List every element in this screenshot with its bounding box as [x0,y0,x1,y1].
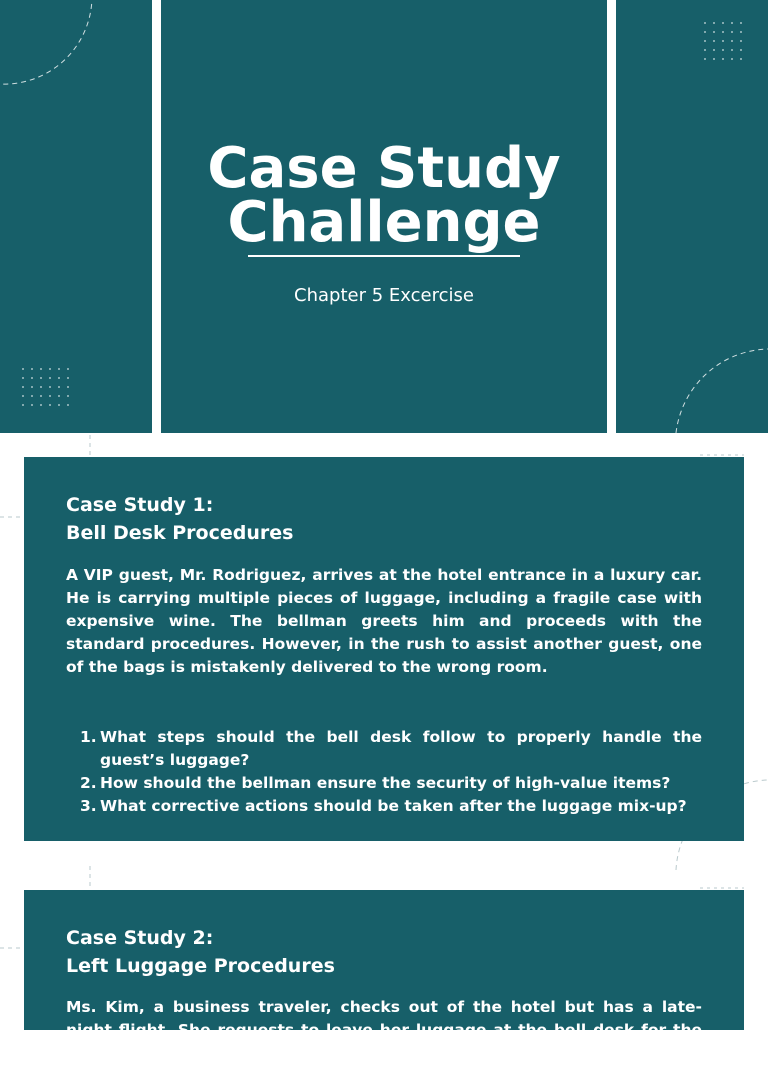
case-study-2-title: Left Luggage Procedures [66,955,335,977]
decor-dot [40,377,42,379]
decor-dot [67,395,69,397]
decor-dot [40,404,42,406]
decor-dot [22,377,24,379]
decor-dot [49,404,51,406]
decor-dot [40,395,42,397]
decor-dot [22,404,24,406]
case-study-1-title: Bell Desk Procedures [66,522,294,544]
question-item [66,795,702,818]
decor-dot [49,377,51,379]
decor-dot [67,404,69,406]
right-side-panel [616,0,768,433]
question-text: How should the bellman ensure the security of high-value items? [100,774,671,792]
decor-dot [22,386,24,388]
question-item [66,726,702,772]
decor-dot [31,404,33,406]
decor-dot [22,395,24,397]
slide-subtitle: Chapter 5 Excercise [294,285,474,306]
question-item [66,772,702,795]
dot-grid-decoration [20,366,80,416]
decor-dot [67,386,69,388]
case-study-1-card [24,457,744,841]
question-number: 3. [80,797,97,815]
left-side-panel [0,0,152,433]
case-study-1-questions [66,726,702,818]
decor-dot [67,377,69,379]
title-slide [0,0,768,433]
decor-dot [58,404,60,406]
slide-title-line2: Challenge [227,190,541,255]
decor-dot [31,368,33,370]
decor-dot [58,395,60,397]
title-panel [161,0,607,433]
decor-dot [40,368,42,370]
case-study-2-label: Case Study 2: [66,927,214,949]
case-study-2-card [24,890,744,1062]
decor-dot [49,368,51,370]
question-text: What corrective actions should be taken after the luggage mix-up? [100,797,687,815]
decor-dot [40,386,42,388]
title-underline [248,255,520,257]
decor-dot [58,368,60,370]
slide-title-line1: Case Study [207,136,561,201]
decor-dot [22,368,24,370]
decor-dot [58,386,60,388]
decor-dot [58,377,60,379]
decor-dot [67,368,69,370]
case-study-1-scenario: A VIP guest, Mr. Rodriguez, arrives at the hotel entrance in a luxury car. He is carrying multiple pieces of luggage, including a fragile case with expensive wine. The bellman greets him and proceeds with the standard procedures. However, in the rush to assist another guest, one of the bags is mistakenly delivered to the wrong room. [66,566,702,676]
question-number: 1. [80,728,97,746]
question-text: What steps should the bell desk follow to properly handle the guest’s luggage? [100,728,702,769]
decor-dot [49,395,51,397]
decor-dot [31,395,33,397]
decor-dot [31,386,33,388]
dashed-arc-decoration [616,0,768,433]
decor-dot [49,386,51,388]
decor-dot [31,377,33,379]
question-number: 2. [80,774,97,792]
case-study-1-label: Case Study 1: [66,494,214,516]
case-study-2-scenario: Ms. Kim, a business traveler, checks out of the hotel but has a late-night flight. She requests to leave her luggage at the bell desk for the day. [66,998,702,1062]
